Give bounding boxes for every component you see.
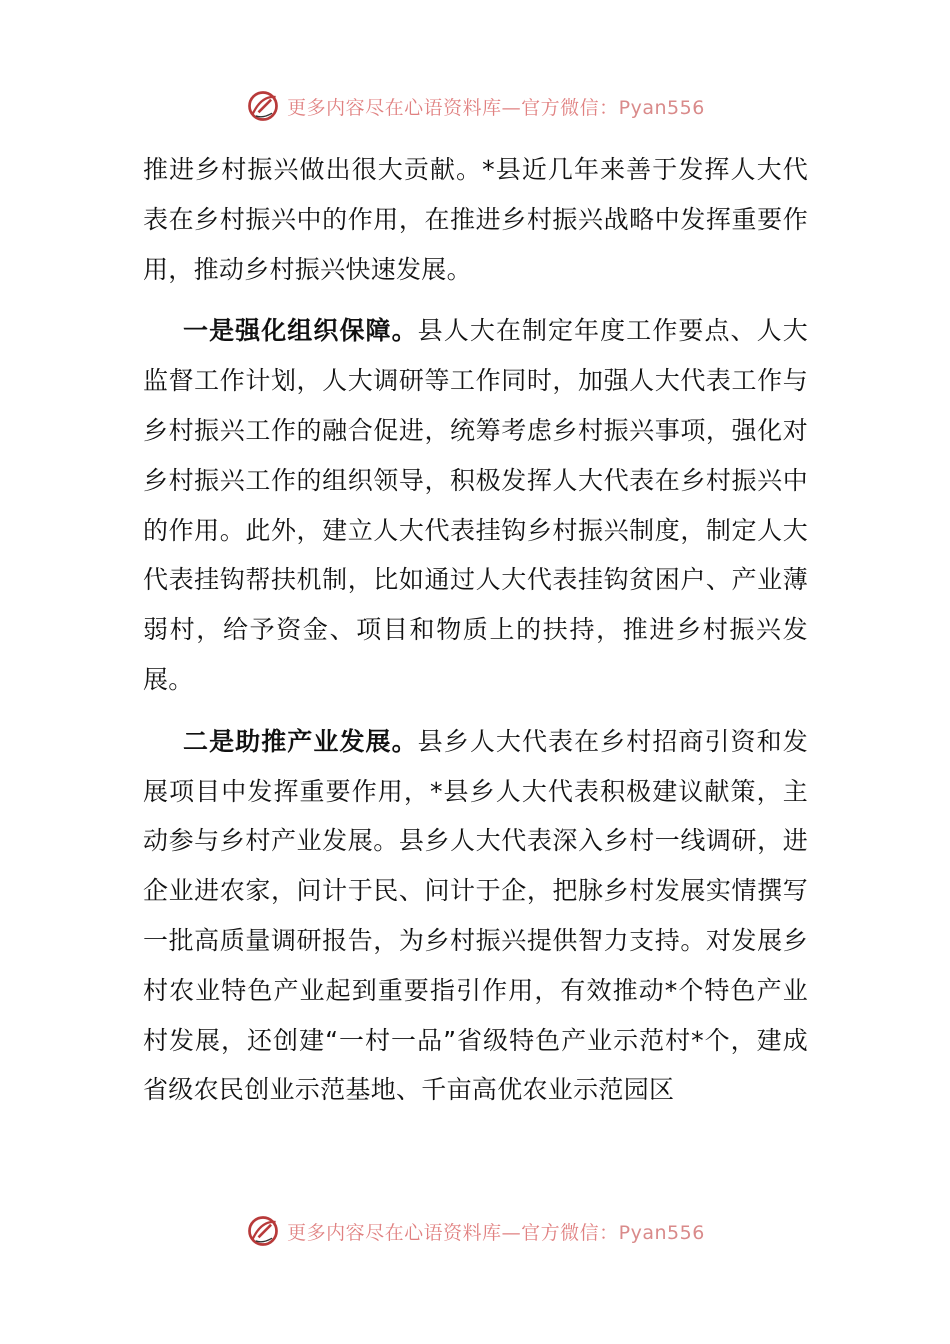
watermark-text: 更多内容尽在心语资料库—官方微信：Pyan556 bbox=[287, 1221, 705, 1244]
document-body bbox=[143, 145, 808, 1115]
paragraph-industry-text: 县乡人大代表在乡村招商引资和发展项目中发挥重要作用，*县乡人大代表积极建议献策，主动参与乡村产业发展。县乡人大代表深入乡村一线调研，进企业进农家，问计于民、问计于企，把脉乡村发展实情撰写一批高质量调研报告，为乡村振兴提供智力支持。对发展乡村农业特色产业起到重要指引作用，有效推动*个特色产业村发展，还创建“一村一品”省级特色产业示范村*个，建成省级农民创业示范基地、千亩高优农业示范园区 bbox=[143, 726, 808, 1105]
pen-swirl-logo-icon bbox=[245, 88, 281, 124]
paragraph-industry bbox=[143, 717, 808, 1115]
paragraph-organization-lead: 一是强化组织保障。 bbox=[183, 316, 418, 346]
paragraph-organization bbox=[143, 306, 808, 704]
watermark-account: Pyan556 bbox=[618, 1221, 705, 1244]
paragraph-organization-text: 县人大在制定年度工作要点、人大监督工作计划，人大调研等工作同时，加强人大代表工作与乡村振兴工作的融合促进，统筹考虑乡村振兴事项，强化对乡村振兴工作的组织领导，积极发挥人大代表在乡村振兴中的作用。此外，建立人大代表挂钩乡村振兴制度，制定人大代表挂钩帮扶机制，比如通过人大代表挂钩贫困户、产业薄弱村，给予资金、项目和物质上的扶持，推进乡村振兴发展。 bbox=[143, 316, 808, 694]
paragraph-intro-text: 推进乡村振兴做出很大贡献。*县近几年来善于发挥人大代表在乡村振兴中的作用，在推进乡村振兴战略中发挥重要作用，推动乡村振兴快速发展。 bbox=[143, 155, 808, 284]
watermark-account: Pyan556 bbox=[618, 96, 705, 119]
paragraph-intro bbox=[143, 145, 808, 294]
pen-swirl-logo-icon bbox=[245, 1213, 281, 1249]
header-watermark bbox=[0, 86, 950, 126]
footer-watermark bbox=[0, 1211, 950, 1251]
watermark-text: 更多内容尽在心语资料库—官方微信：Pyan556 bbox=[287, 96, 705, 119]
paragraph-industry-lead: 二是助推产业发展。 bbox=[183, 726, 418, 756]
